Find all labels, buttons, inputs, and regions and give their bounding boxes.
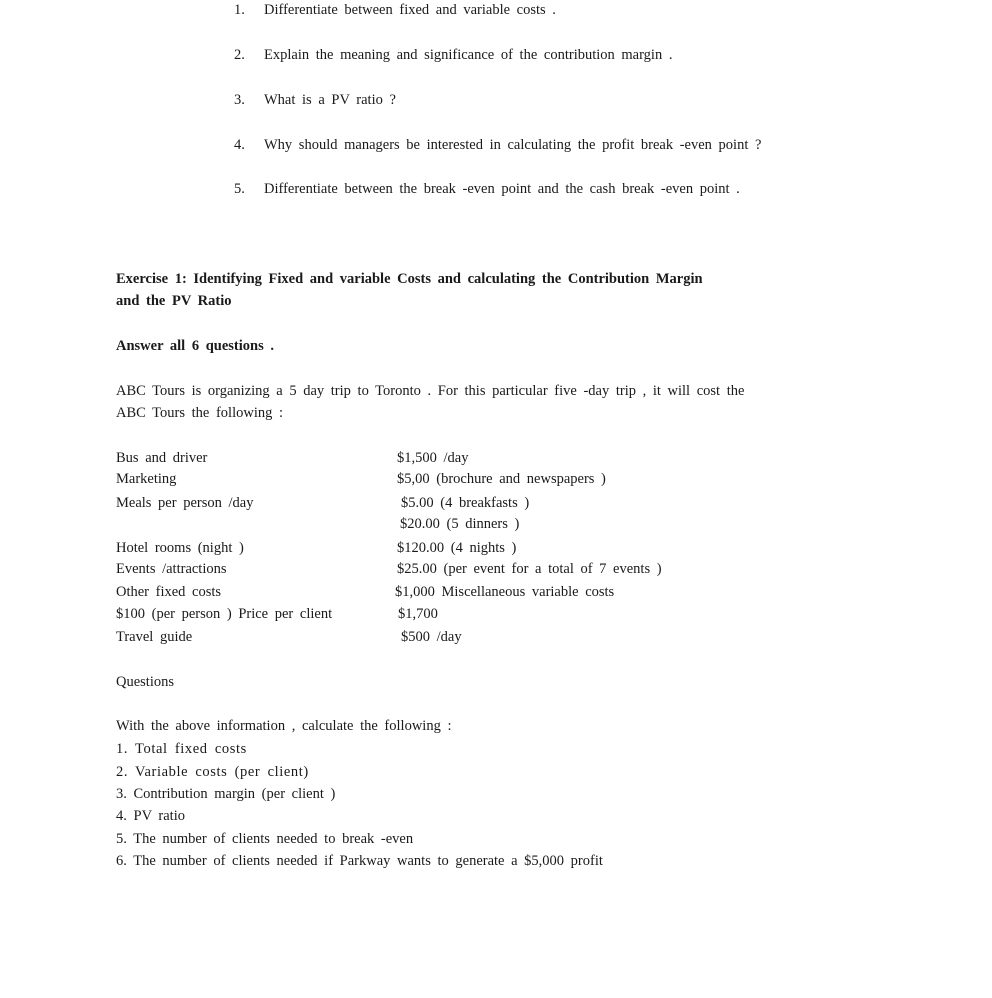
exercise-intro-line-2: ABC Tours the following : [116,405,283,421]
review-question-text: Differentiate between fixed and variable costs . [264,2,556,18]
review-question-number: 5. [234,181,245,197]
cost-value: $1,500 /day [397,450,469,466]
review-question-text: Differentiate between the break -even point and the cash break -even point . [264,181,740,197]
review-question-1 [234,0,556,20]
cost-value: $5.00 (4 breakfasts ) [401,495,530,511]
question-item: 4. PV ratio [116,808,185,824]
question-item: 6. The number of clients needed if Parkway wants to generate a $5,000 profit [116,853,603,869]
cost-value: $5,00 (brochure and newspapers ) [397,471,606,487]
exercise-title-line-1: Exercise 1: Identifying Fixed and variable Costs and calculating the Contribution Margin [116,271,703,287]
cost-label: Travel guide [116,629,193,645]
cost-label: Events /attractions [116,561,227,577]
questions-heading: Questions [116,674,174,690]
review-question-text: What is a PV ratio ? [264,92,396,108]
cost-label: Hotel rooms (night ) [116,540,244,556]
review-question-text: Why should managers be interested in calculating the profit break -even point ? [264,137,762,153]
cost-value: $1,000 Miscellaneous variable costs [395,584,615,600]
exercise-title-line-2: and the PV Ratio [116,293,232,309]
review-question-5 [234,179,740,199]
cost-label: $100 (per person ) Price per client [116,606,333,622]
cost-label: Marketing [116,471,177,487]
exercise-instruction: Answer all 6 questions . [116,338,274,354]
questions-lead: With the above information , calculate the following : [116,718,452,734]
review-question-number: 2. [234,47,245,63]
question-item: 1. Total fixed costs [116,741,247,757]
cost-label: Meals per person /day [116,495,254,511]
review-question-number: 1. [234,2,245,18]
cost-value: $500 /day [401,629,462,645]
cost-value: $25.00 (per event for a total of 7 events ) [397,561,662,577]
review-question-number: 4. [234,137,245,153]
review-question-3 [234,90,396,110]
cost-value: $120.00 (4 nights ) [397,540,517,556]
review-question-number: 3. [234,92,245,108]
cost-value: $1,700 [398,606,438,622]
review-question-2 [234,45,672,65]
exercise-intro-line-1: ABC Tours is organizing a 5 day trip to Toronto . For this particular five -day trip , it will cost the [116,383,745,399]
cost-label: Other fixed costs [116,584,222,600]
question-item: 2. Variable costs (per client) [116,764,309,780]
review-question-text: Explain the meaning and significance of the contribution margin . [264,47,673,63]
question-item: 3. Contribution margin (per client ) [116,786,336,802]
cost-label: Bus and driver [116,450,208,466]
question-item: 5. The number of clients needed to break -even [116,831,414,847]
review-question-4 [234,135,761,155]
cost-value: $20.00 (5 dinners ) [400,516,520,532]
